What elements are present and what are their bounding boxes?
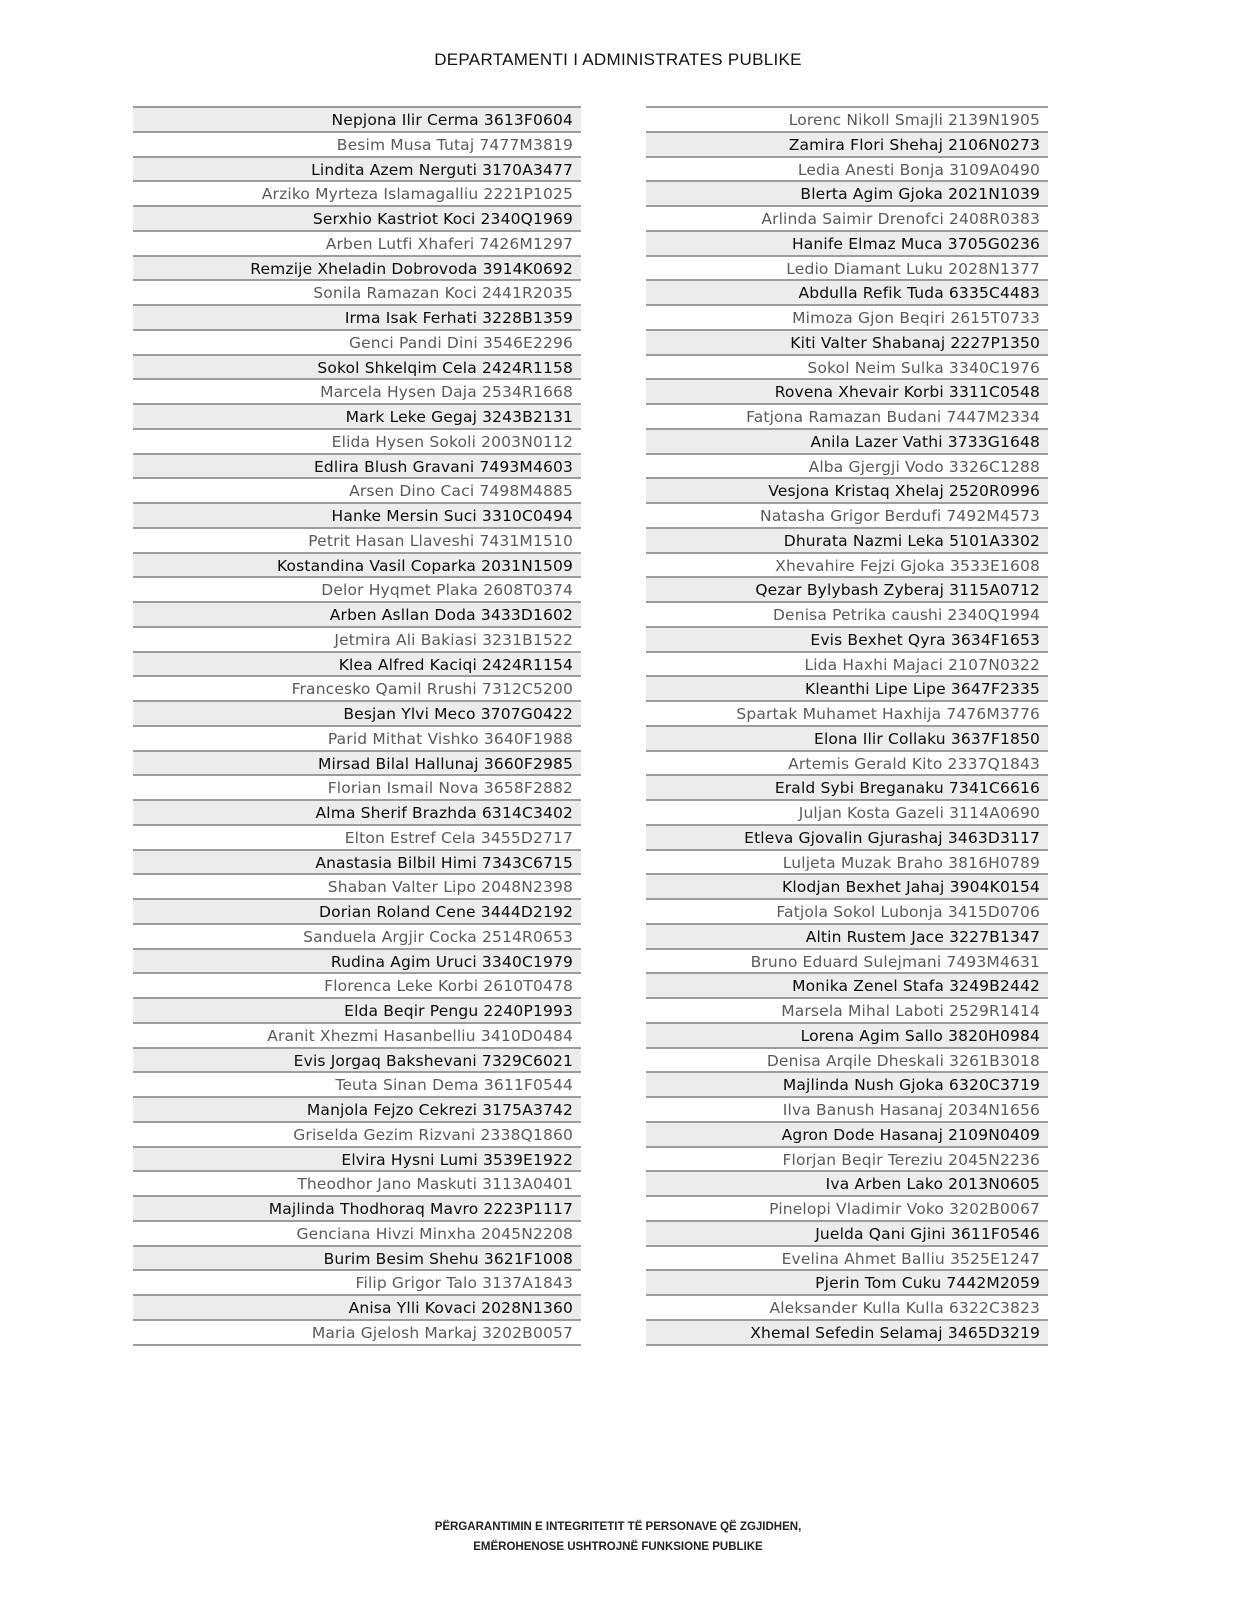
list-row: Arlinda Saimir Drenofci 2408R0383 [646,207,1048,232]
list-row: Alma Sherif Brazhda 6314C3402 [133,801,581,826]
list-row: Lindita Azem Nerguti 3170A3477 [133,158,581,183]
list-row: Zamira Flori Shehaj 2106N0273 [646,133,1048,158]
list-row: Pinelopi Vladimir Voko 3202B0067 [646,1197,1048,1222]
list-row: Florjan Beqir Tereziu 2045N2236 [646,1148,1048,1173]
list-row: Hanife Elmaz Muca 3705G0236 [646,232,1048,257]
footer-line-1: PËRGARANTIMIN E INTEGRITETIT TË PERSONAVE QË ZGJIDHEN, [434,1521,802,1533]
list-row: Florian Ismail Nova 3658F2882 [133,776,581,801]
list-row: Elona Ilir Collaku 3637F1850 [646,727,1048,752]
list-row: Artemis Gerald Kito 2337Q1843 [646,752,1048,777]
list-row: Marcela Hysen Daja 2534R1668 [133,380,581,405]
list-row: Arsen Dino Caci 7498M4885 [133,479,581,504]
list-row: Genci Pandi Dini 3546E2296 [133,331,581,356]
list-row: Kiti Valter Shabanaj 2227P1350 [646,331,1048,356]
list-row: Delor Hyqmet Plaka 2608T0374 [133,578,581,603]
list-row: Dhurata Nazmi Leka 5101A3302 [646,529,1048,554]
list-row: Ledio Diamant Luku 2028N1377 [646,257,1048,282]
list-row: Teuta Sinan Dema 3611F0544 [133,1073,581,1098]
list-row: Alba Gjergji Vodo 3326C1288 [646,455,1048,480]
list-row: Rudina Agim Uruci 3340C1979 [133,950,581,975]
list-row: Evelina Ahmet Balliu 3525E1247 [646,1247,1048,1272]
list-row: Genciana Hivzi Minxha 2045N2208 [133,1222,581,1247]
list-row: Mirsad Bilal Hallunaj 3660F2985 [133,752,581,777]
list-row: Natasha Grigor Berdufi 7492M4573 [646,504,1048,529]
list-row: Pjerin Tom Cuku 7442M2059 [646,1271,1048,1296]
list-row: Theodhor Jano Maskuti 3113A0401 [133,1172,581,1197]
list-row: Hanke Mersin Suci 3310C0494 [133,504,581,529]
list-row: Lorenc Nikoll Smajli 2139N1905 [646,108,1048,133]
left-name-list [133,106,581,1346]
list-row: Mark Leke Gegaj 3243B2131 [133,405,581,430]
list-row: Abdulla Refik Tuda 6335C4483 [646,281,1048,306]
list-row: Besjan Ylvi Meco 3707G0422 [133,702,581,727]
list-row: Arziko Myrteza Islamagalliu 2221P1025 [133,182,581,207]
list-row: Shaban Valter Lipo 2048N2398 [133,875,581,900]
list-row: Anisa Ylli Kovaci 2028N1360 [133,1296,581,1321]
list-row: Majlinda Thodhoraq Mavro 2223P1117 [133,1197,581,1222]
list-row: Sokol Shkelqim Cela 2424R1158 [133,356,581,381]
list-row: Etleva Gjovalin Gjurashaj 3463D3117 [646,826,1048,851]
list-row: Denisa Petrika caushi 2340Q1994 [646,603,1048,628]
list-row: Irma Isak Ferhati 3228B1359 [133,306,581,331]
list-row: Evis Jorgaq Bakshevani 7329C6021 [133,1049,581,1074]
list-row: Altin Rustem Jace 3227B1347 [646,925,1048,950]
list-row: Fatjona Ramazan Budani 7447M2334 [646,405,1048,430]
list-row: Griselda Gezim Rizvani 2338Q1860 [133,1123,581,1148]
list-row: Edlira Blush Gravani 7493M4603 [133,455,581,480]
list-row: Juelda Qani Gjini 3611F0546 [646,1222,1048,1247]
list-row: Arben Lutfi Xhaferi 7426M1297 [133,232,581,257]
list-row: Luljeta Muzak Braho 3816H0789 [646,851,1048,876]
list-row: Dorian Roland Cene 3444D2192 [133,900,581,925]
list-row: Parid Mithat Vishko 3640F1988 [133,727,581,752]
list-row: Blerta Agim Gjoka 2021N1039 [646,182,1048,207]
list-row: Aleksander Kulla Kulla 6322C3823 [646,1296,1048,1321]
list-row: Petrit Hasan Llaveshi 7431M1510 [133,529,581,554]
list-row: Sokol Neim Sulka 3340C1976 [646,356,1048,381]
list-row: Aranit Xhezmi Hasanbelliu 3410D0484 [133,1024,581,1049]
footer-line-2: EMËROHENOSE USHTROJNË FUNKSIONE PUBLIKE [473,1541,763,1553]
list-row: Francesko Qamil Rrushi 7312C5200 [133,677,581,702]
list-row: Ilva Banush Hasanaj 2034N1656 [646,1098,1048,1123]
list-row: Filip Grigor Talo 3137A1843 [133,1271,581,1296]
list-row: Rovena Xhevair Korbi 3311C0548 [646,380,1048,405]
list-row: Agron Dode Hasanaj 2109N0409 [646,1123,1048,1148]
list-row: Juljan Kosta Gazeli 3114A0690 [646,801,1048,826]
list-row: Anastasia Bilbil Himi 7343C6715 [133,851,581,876]
list-row: Sanduela Argjir Cocka 2514R0653 [133,925,581,950]
list-row: Klodjan Bexhet Jahaj 3904K0154 [646,875,1048,900]
footer [0,1517,1236,1557]
list-row: Kostandina Vasil Coparka 2031N1509 [133,554,581,579]
list-row: Elda Beqir Pengu 2240P1993 [133,999,581,1024]
list-row: Florenca Leke Korbi 2610T0478 [133,974,581,999]
list-row: Evis Bexhet Qyra 3634F1653 [646,628,1048,653]
list-row: Vesjona Kristaq Xhelaj 2520R0996 [646,479,1048,504]
list-row: Iva Arben Lako 2013N0605 [646,1172,1048,1197]
list-row: Remzije Xheladin Dobrovoda 3914K0692 [133,257,581,282]
list-row: Monika Zenel Stafa 3249B2442 [646,974,1048,999]
list-row: Sonila Ramazan Koci 2441R2035 [133,281,581,306]
list-row: Nepjona Ilir Cerma 3613F0604 [133,108,581,133]
list-row: Denisa Arqile Dheskali 3261B3018 [646,1049,1048,1074]
list-row: Elton Estref Cela 3455D2717 [133,826,581,851]
list-row: Marsela Mihal Laboti 2529R1414 [646,999,1048,1024]
list-row: Elvira Hysni Lumi 3539E1922 [133,1148,581,1173]
list-row: Fatjola Sokol Lubonja 3415D0706 [646,900,1048,925]
list-row: Erald Sybi Breganaku 7341C6616 [646,776,1048,801]
list-row: Burim Besim Shehu 3621F1008 [133,1247,581,1272]
list-row: Xhemal Sefedin Selamaj 3465D3219 [646,1321,1048,1346]
list-row: Maria Gjelosh Markaj 3202B0057 [133,1321,581,1346]
list-row: Mimoza Gjon Beqiri 2615T0733 [646,306,1048,331]
list-row: Besim Musa Tutaj 7477M3819 [133,133,581,158]
right-name-list [646,106,1048,1346]
list-row: Anila Lazer Vathi 3733G1648 [646,430,1048,455]
list-row: Spartak Muhamet Haxhija 7476M3776 [646,702,1048,727]
list-row: Lorena Agim Sallo 3820H0984 [646,1024,1048,1049]
list-row: Manjola Fejzo Cekrezi 3175A3742 [133,1098,581,1123]
list-row: Lida Haxhi Majaci 2107N0322 [646,653,1048,678]
list-row: Kleanthi Lipe Lipe 3647F2335 [646,677,1048,702]
list-row: Xhevahire Fejzi Gjoka 3533E1608 [646,554,1048,579]
list-row: Klea Alfred Kaciqi 2424R1154 [133,653,581,678]
list-row: Ledia Anesti Bonja 3109A0490 [646,158,1048,183]
list-row: Majlinda Nush Gjoka 6320C3719 [646,1073,1048,1098]
list-row: Qezar Bylybash Zyberaj 3115A0712 [646,578,1048,603]
page-title: DEPARTAMENTI I ADMINISTRATES PUBLIKE [434,50,802,69]
list-row: Serxhio Kastriot Koci 2340Q1969 [133,207,581,232]
list-row: Jetmira Ali Bakiasi 3231B1522 [133,628,581,653]
list-row: Bruno Eduard Sulejmani 7493M4631 [646,950,1048,975]
list-row: Elida Hysen Sokoli 2003N0112 [133,430,581,455]
list-row: Arben Asllan Doda 3433D1602 [133,603,581,628]
